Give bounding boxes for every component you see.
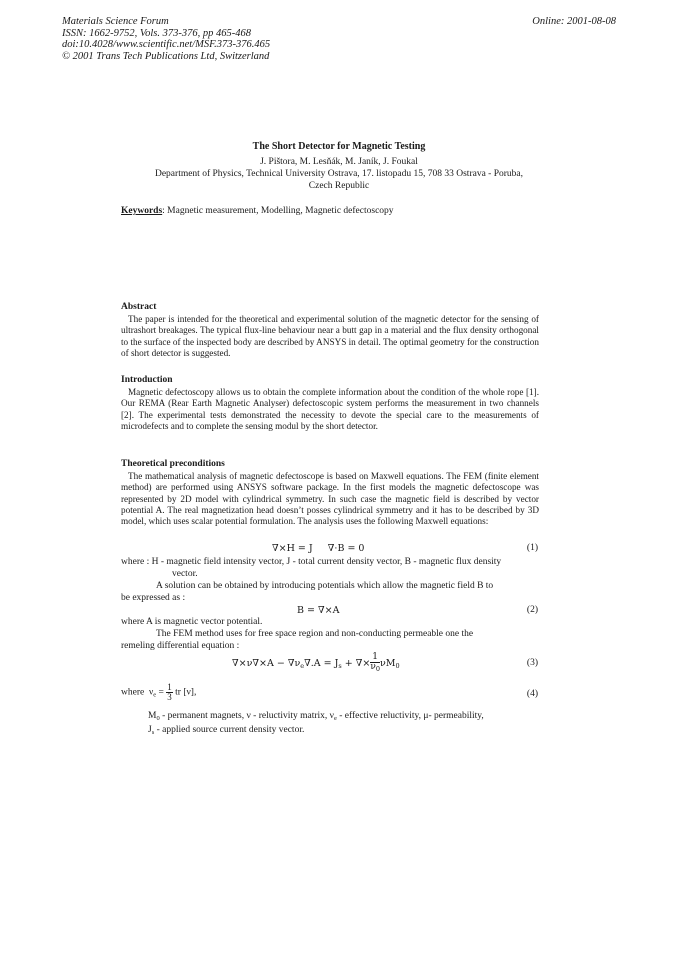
doi-line[interactable]: doi:10.4028/www.scientific.net/MSF.373-376.465 [62, 39, 271, 51]
definition-line-1: $M_0$ - permanent magnets, ν - reluctivity matrix, $\nu_e$ - effective reluctivity, μ- permeability, [148, 711, 484, 722]
solution-text-cont: be expressed as : [121, 593, 186, 603]
theory-heading: Theoretical preconditions [121, 459, 225, 469]
issn-line: ISSN: 1662-9752, Vols. 373-376, pp 465-468 [62, 27, 251, 39]
journal-name: Materials Science Forum [62, 16, 169, 27]
online-date: Online: 2001-08-08 [532, 16, 616, 27]
theory-text: The mathematical analysis of magnetic defectoscope is based on Maxwell equations. The FEM (finite element method) are performed using ANSYS software package. In the first models the magnetic defectoscope was represented by 2D model with cylindrical symmetry. In such case the magnetic field is described by vector potential A. The real magnetization head doesn’t posses cylindrical symmetry and it has to be described by 3D model, which uses scalar potential formulation. The analysis uses the following Maxwell equations: [121, 471, 539, 527]
equation-2: B = ∇×A [297, 605, 340, 616]
abstract-text: The paper is intended for the theoretical and experimental solution of the magnetic detector for the sensing of ultrashort breakages. The typical flux-line behaviour near a butt gap in a material and the flux density orthogonal to the surface of the inspected body are described by ANSYS in detail. The optimal geometry for the construction of short detector is suggested. [121, 314, 539, 358]
where-1-cont: vector. [172, 569, 198, 579]
equation-4-number: (4) [526, 689, 538, 699]
solution-text: A solution can be obtained by introducing potentials which allow the magnetic field B to [156, 581, 494, 591]
equation-4: where $\nu_e$ = $\frac{1}{3}$ tr [ν], [121, 682, 197, 702]
fem-text-cont: remeling differential equation : [121, 641, 240, 651]
journal-header [62, 16, 270, 62]
fem-text: The FEM method uses for free space region and non-conducting permeable one the [156, 629, 474, 639]
where-1: where : H - magnetic field intensity vector, J - total current density vector, B - magnetic flux density [121, 557, 502, 567]
authors: J. Pištora, M. Lesňák, M. Janík, J. Foukal [260, 157, 418, 167]
equation-3: $\nabla\times\nu\nabla\times A - \nabla\nu_e\nabla.A = J_s$ + ∇× $\frac{1}{\nu_0}$ $\nu M_0$ [232, 652, 400, 673]
affiliation-line-1: Department of Physics, Technical University Ostrava, 17. listopadu 15, 708 33 Ostrava - Poruba, [154, 169, 523, 179]
equation-2-number: (2) [526, 605, 538, 615]
affiliation-line-2: Czech Republic [308, 181, 370, 191]
copyright-line: © 2001 Trans Tech Publications Ltd, Switzerland [62, 50, 270, 62]
definition-line-2: $J_s$ - applied source current density vector. [148, 725, 305, 736]
keywords-text: : Magnetic measurement, Modelling, Magnetic defectoscopy [162, 206, 394, 216]
abstract-heading: Abstract [121, 302, 157, 312]
equation-1-number: (1) [526, 543, 538, 553]
equation-3-number: (3) [526, 658, 538, 668]
equation-1: ∇×H = J ∇·B = 0 [272, 543, 365, 554]
keywords-label: Keywords [121, 206, 163, 216]
introduction-text: Magnetic defectoscopy allows us to obtain the complete information about the condition of the whole rope [1]. Our REMA (Rear Earth Magnetic Analyser) defectoscopic system performs the measurement in two channels [2]. The experimental tests demonstrated the necessity to devote the special care to the measurements of microdefects and to complete the sensing modul by the short detector. [121, 387, 539, 431]
keywords [121, 206, 394, 216]
introduction-heading: Introduction [121, 375, 173, 385]
paper-title: The Short Detector for Magnetic Testing [252, 141, 426, 152]
where-2: where A is magnetic vector potential. [121, 617, 263, 627]
